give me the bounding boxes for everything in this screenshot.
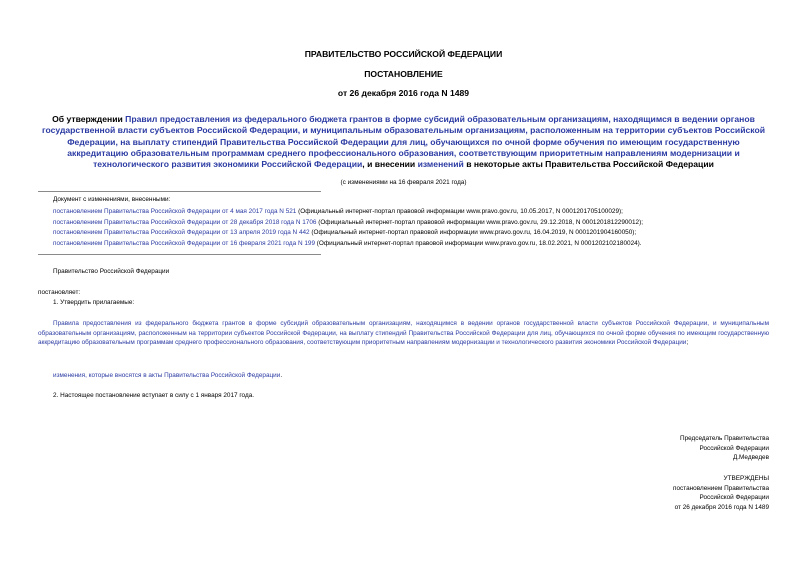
approval-block	[673, 474, 769, 512]
change-source: (Официальный интернет-портал правовой информации www.pravo.gov.ru, 16.04.2019, N 0001201904160050);	[309, 229, 637, 236]
document-type-heading: ПОСТАНОВЛЕНИЕ	[364, 69, 443, 79]
approval-title: УТВЕРЖДЕНЫ	[723, 475, 769, 482]
edition-note: (с изменениями на 16 февраля 2021 года)	[340, 179, 467, 186]
government-line: Правительство Российской Федерации	[53, 268, 170, 275]
item-1: 1. Утвердить прилагаемые:	[53, 299, 135, 306]
change-item	[53, 208, 623, 215]
change-source: (Официальный интернет-портал правовой информации www.pravo.gov.ru, 10.05.2017, N 0001201705100029);	[296, 208, 623, 215]
title-middle: , и внесении	[362, 159, 418, 170]
signature-country: Российской Федерации	[699, 444, 769, 452]
approval-country: Российской Федерации	[699, 494, 769, 502]
signature-name: Д.Медведев	[732, 454, 769, 462]
title-rules-link[interactable]: Правил предоставления из федерального бюджета грантов в форме субсидий образовательным организациям, находящимся в ведении органов государственной власти субъектов Российской Федерации, и муниципальным образовательным организациям, расположенным на территории субъектов Российской Федерации, на выплату стипендий Правительства Российской Федерации для лиц, обучающихся по очной форме обучения по имеющим государственную аккредитацию образовательным программам среднего профессионального образования, соответствующим приоритетным направлениям модернизации и технологического развития экономики Российской Федерации	[42, 114, 765, 170]
changes-end: .	[280, 372, 283, 379]
changes-acts-link[interactable]: изменения, которые вносятся в акты Правительства Российской Федерации	[53, 372, 281, 379]
item-2: 2. Настоящее постановление вступает в силу с 1 января 2017 года.	[53, 392, 255, 399]
change-item	[53, 229, 636, 236]
document-title	[38, 114, 769, 170]
title-prefix: Об утверждении	[52, 114, 126, 124]
title-changes-link[interactable]: изменений	[417, 159, 464, 170]
change-source: (Официальный интернет-портал правовой информации www.pravo.gov.ru, 29.12.2018, N 0001201812290012);	[316, 219, 644, 226]
change-item	[53, 240, 642, 247]
changes-bottom-divider	[38, 254, 321, 255]
rules-end: ;	[686, 339, 689, 347]
signature-position: Председатель Правительства	[680, 435, 769, 442]
signature-block	[680, 434, 769, 463]
change-source: (Официальный интернет-портал правовой информации www.pravo.gov.ru, 18.02.2021, N 0001202102180024).	[315, 240, 642, 247]
changes-intro: Документ с изменениями, внесенными:	[53, 196, 171, 203]
decides-line: постановляет:	[38, 289, 81, 296]
changes-top-divider	[38, 191, 321, 192]
government-heading: ПРАВИТЕЛЬСТВО РОССИЙСКОЙ ФЕДЕРАЦИИ	[304, 49, 503, 59]
approval-date: от 26 декабря 2016 года N 1489	[674, 503, 769, 511]
change-link[interactable]: постановлением Правительства Российской Федерации от 13 апреля 2019 года N 442	[53, 229, 310, 236]
rules-link[interactable]: Правила предоставления из федерального бюджета грантов в форме субсидий образовательным организациям, находящимся в ведении органов государственной власти субъектов Российской Федерации, и муниципальным образовательным организациям, расположенным на территории субъектов Российской Федерации, на выплату стипендий Правительства Российской Федерации для лиц, обучающихся по очной форме обучения по имеющим государственную аккредитацию образовательным программам среднего профессионального образования, соответствующим приоритетным направлениям модернизации и технологического развития экономики Российской Федерации	[38, 320, 769, 347]
change-link[interactable]: постановлением Правительства Российской Федерации от 28 декабря 2018 года N 1706	[53, 219, 317, 226]
changes-item-line	[53, 372, 282, 379]
change-link[interactable]: постановлением Правительства Российской Федерации от 16 февраля 2021 года N 199	[53, 240, 316, 247]
document-date-number: от 26 декабря 2016 года N 1489	[337, 88, 470, 98]
approval-by: постановлением Правительства	[673, 484, 769, 492]
rules-paragraph	[38, 319, 769, 348]
title-suffix: в некоторые акты Правительства Российской Федерации	[463, 159, 714, 170]
change-item	[53, 219, 643, 226]
change-link[interactable]: постановлением Правительства Российской Федерации от 4 мая 2017 года N 521	[53, 208, 297, 215]
